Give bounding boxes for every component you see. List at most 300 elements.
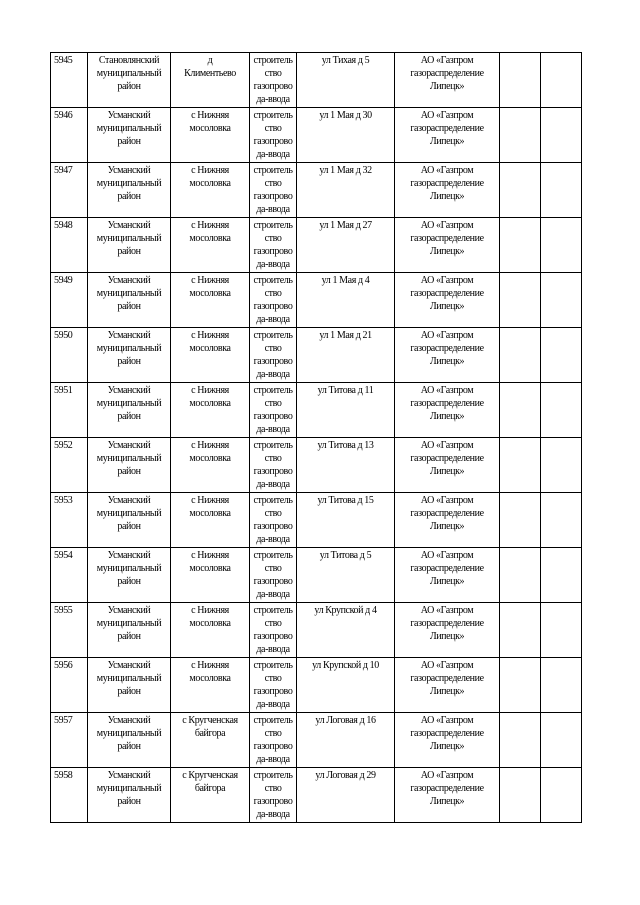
address-line: ул 1 Мая д 30 xyxy=(319,110,372,121)
organization-cell xyxy=(395,163,500,218)
row-number: 5946 xyxy=(51,108,88,163)
purpose-line: ство xyxy=(264,783,282,794)
address-line: ул Крупской д 10 xyxy=(312,660,379,671)
district-line: муниципальный xyxy=(96,343,162,354)
row-number: 5947 xyxy=(51,163,88,218)
settlement-line: мосоловка xyxy=(189,233,231,244)
settlement-line: с Нижняя xyxy=(191,110,229,121)
district-line: муниципальный xyxy=(96,68,162,79)
settlement-line: мосоловка xyxy=(189,508,231,519)
organization-cell xyxy=(395,603,500,658)
table-row xyxy=(51,493,582,548)
settlement-line: мосоловка xyxy=(189,618,231,629)
organization-line: АО «Газпром xyxy=(420,165,474,176)
district-line: Усманский xyxy=(107,220,151,231)
purpose-line: да-ввода xyxy=(256,94,290,105)
purpose-line: строитель xyxy=(253,715,293,726)
row-number: 5948 xyxy=(51,218,88,273)
organization-line: газораспределение xyxy=(410,288,484,299)
district-cell xyxy=(88,768,171,823)
address-cell xyxy=(297,548,395,603)
purpose-line: да-ввода xyxy=(256,369,290,380)
purpose-line: ство xyxy=(264,563,282,574)
district-line: район xyxy=(117,191,141,202)
table-row xyxy=(51,53,582,108)
table-row xyxy=(51,713,582,768)
settlement-line: с Нижняя xyxy=(191,275,229,286)
organization-line: Липецк» xyxy=(429,521,465,532)
settlement-line: д xyxy=(207,55,213,66)
organization-line: газораспределение xyxy=(410,673,484,684)
address-cell xyxy=(297,438,395,493)
district-line: район xyxy=(117,136,141,147)
table-row xyxy=(51,108,582,163)
organization-line: АО «Газпром xyxy=(420,770,474,781)
address-cell xyxy=(297,218,395,273)
table-row xyxy=(51,383,582,438)
district-line: Усманский xyxy=(107,605,151,616)
purpose-line: строитель xyxy=(253,770,293,781)
district-cell xyxy=(88,273,171,328)
organization-cell xyxy=(395,713,500,768)
purpose-line: да-ввода xyxy=(256,589,290,600)
organization-line: АО «Газпром xyxy=(420,715,474,726)
organization-line: Липецк» xyxy=(429,356,465,367)
row-number: 5957 xyxy=(51,713,88,768)
district-line: район xyxy=(117,576,141,587)
organization-line: АО «Газпром xyxy=(420,495,474,506)
settlement-cell xyxy=(171,163,250,218)
organization-line: АО «Газпром xyxy=(420,550,474,561)
district-cell xyxy=(88,548,171,603)
organization-line: АО «Газпром xyxy=(420,220,474,231)
district-line: Становлянский xyxy=(98,55,160,66)
purpose-cell xyxy=(250,273,297,328)
purpose-line: да-ввода xyxy=(256,204,290,215)
organization-line: газораспределение xyxy=(410,123,484,134)
organization-line: Липецк» xyxy=(429,191,465,202)
purpose-cell xyxy=(250,548,297,603)
district-line: Усманский xyxy=(107,440,151,451)
purpose-cell xyxy=(250,438,297,493)
settlement-line: Климентьево xyxy=(184,68,236,79)
row-number: 5958 xyxy=(51,768,88,823)
district-line: район xyxy=(117,686,141,697)
purpose-cell xyxy=(250,713,297,768)
purpose-line: ство xyxy=(264,728,282,739)
district-line: муниципальный xyxy=(96,728,162,739)
table-row xyxy=(51,328,582,383)
row-number: 5956 xyxy=(51,658,88,713)
empty-cell xyxy=(541,273,582,328)
purpose-line: газопрово xyxy=(253,301,293,312)
settlement-line: с Нижняя xyxy=(191,550,229,561)
empty-cell xyxy=(541,548,582,603)
district-line: Усманский xyxy=(107,715,151,726)
address-cell xyxy=(297,713,395,768)
gas-connection-table xyxy=(50,52,582,823)
address-cell xyxy=(297,768,395,823)
organization-cell xyxy=(395,493,500,548)
purpose-line: да-ввода xyxy=(256,259,290,270)
district-cell xyxy=(88,328,171,383)
purpose-line: строитель xyxy=(253,440,293,451)
settlement-line: с Кругченская xyxy=(182,770,238,781)
address-cell xyxy=(297,383,395,438)
purpose-line: да-ввода xyxy=(256,424,290,435)
empty-cell xyxy=(500,493,541,548)
purpose-cell xyxy=(250,163,297,218)
district-line: Усманский xyxy=(107,385,151,396)
empty-cell xyxy=(541,328,582,383)
purpose-line: строитель xyxy=(253,495,293,506)
settlement-cell xyxy=(171,438,250,493)
address-cell xyxy=(297,163,395,218)
district-cell xyxy=(88,53,171,108)
row-number: 5945 xyxy=(51,53,88,108)
organization-cell xyxy=(395,218,500,273)
district-line: Усманский xyxy=(107,660,151,671)
district-line: район xyxy=(117,81,141,92)
purpose-line: газопрово xyxy=(253,521,293,532)
district-cell xyxy=(88,218,171,273)
settlement-line: мосоловка xyxy=(189,123,231,134)
empty-cell xyxy=(500,768,541,823)
settlement-cell xyxy=(171,218,250,273)
table-row xyxy=(51,658,582,713)
purpose-cell xyxy=(250,493,297,548)
purpose-line: газопрово xyxy=(253,246,293,257)
purpose-line: да-ввода xyxy=(256,809,290,820)
organization-line: Липецк» xyxy=(429,796,465,807)
organization-line: Липецк» xyxy=(429,411,465,422)
organization-line: Липецк» xyxy=(429,631,465,642)
table-row xyxy=(51,548,582,603)
empty-cell xyxy=(541,108,582,163)
district-line: муниципальный xyxy=(96,563,162,574)
district-line: район xyxy=(117,631,141,642)
empty-cell xyxy=(500,383,541,438)
empty-cell xyxy=(541,53,582,108)
empty-cell xyxy=(500,548,541,603)
organization-line: газораспределение xyxy=(410,508,484,519)
empty-cell xyxy=(541,383,582,438)
row-number: 5950 xyxy=(51,328,88,383)
purpose-line: ство xyxy=(264,178,282,189)
purpose-line: да-ввода xyxy=(256,699,290,710)
organization-line: АО «Газпром xyxy=(420,660,474,671)
organization-line: газораспределение xyxy=(410,343,484,354)
purpose-line: строитель xyxy=(253,550,293,561)
address-line: ул Титова д 15 xyxy=(317,495,374,506)
purpose-line: строитель xyxy=(253,220,293,231)
district-line: район xyxy=(117,411,141,422)
settlement-line: с Нижняя xyxy=(191,330,229,341)
settlement-cell xyxy=(171,603,250,658)
district-line: муниципальный xyxy=(96,123,162,134)
row-number: 5954 xyxy=(51,548,88,603)
district-cell xyxy=(88,438,171,493)
district-cell xyxy=(88,603,171,658)
district-line: район xyxy=(117,741,141,752)
purpose-line: газопрово xyxy=(253,796,293,807)
empty-cell xyxy=(500,603,541,658)
organization-cell xyxy=(395,328,500,383)
table-row xyxy=(51,163,582,218)
settlement-line: с Нижняя xyxy=(191,495,229,506)
purpose-line: газопрово xyxy=(253,191,293,202)
organization-line: АО «Газпром xyxy=(420,275,474,286)
organization-line: газораспределение xyxy=(410,233,484,244)
settlement-line: мосоловка xyxy=(189,563,231,574)
purpose-line: строитель xyxy=(253,660,293,671)
settlement-cell xyxy=(171,713,250,768)
organization-line: Липецк» xyxy=(429,81,465,92)
table-row xyxy=(51,768,582,823)
address-line: ул Крупской д 4 xyxy=(314,605,377,616)
address-line: ул Логовая д 29 xyxy=(315,770,376,781)
address-line: ул 1 Мая д 27 xyxy=(319,220,372,231)
organization-cell xyxy=(395,438,500,493)
row-number: 5953 xyxy=(51,493,88,548)
district-line: район xyxy=(117,466,141,477)
purpose-line: да-ввода xyxy=(256,479,290,490)
empty-cell xyxy=(500,218,541,273)
empty-cell xyxy=(541,768,582,823)
purpose-line: да-ввода xyxy=(256,149,290,160)
purpose-line: газопрово xyxy=(253,466,293,477)
address-line: ул Логовая д 16 xyxy=(315,715,376,726)
settlement-line: байгора xyxy=(194,783,226,794)
empty-cell xyxy=(500,273,541,328)
row-number: 5952 xyxy=(51,438,88,493)
settlement-line: мосоловка xyxy=(189,453,231,464)
purpose-line: строитель xyxy=(253,110,293,121)
district-line: муниципальный xyxy=(96,618,162,629)
organization-line: газораспределение xyxy=(410,453,484,464)
empty-cell xyxy=(541,438,582,493)
settlement-line: мосоловка xyxy=(189,343,231,354)
district-cell xyxy=(88,713,171,768)
table-row xyxy=(51,218,582,273)
address-cell xyxy=(297,658,395,713)
district-line: муниципальный xyxy=(96,288,162,299)
empty-cell xyxy=(500,658,541,713)
row-number: 5955 xyxy=(51,603,88,658)
district-line: Усманский xyxy=(107,165,151,176)
purpose-line: ство xyxy=(264,398,282,409)
purpose-line: газопрово xyxy=(253,686,293,697)
settlement-cell xyxy=(171,108,250,163)
organization-line: Липецк» xyxy=(429,741,465,752)
organization-line: Липецк» xyxy=(429,576,465,587)
purpose-line: да-ввода xyxy=(256,644,290,655)
settlement-cell xyxy=(171,53,250,108)
district-cell xyxy=(88,658,171,713)
purpose-cell xyxy=(250,383,297,438)
district-line: район xyxy=(117,796,141,807)
purpose-line: строитель xyxy=(253,330,293,341)
organization-cell xyxy=(395,548,500,603)
purpose-line: строитель xyxy=(253,275,293,286)
organization-line: Липецк» xyxy=(429,246,465,257)
settlement-line: с Нижняя xyxy=(191,165,229,176)
empty-cell xyxy=(500,53,541,108)
address-line: ул 1 Мая д 32 xyxy=(319,165,372,176)
settlement-cell xyxy=(171,768,250,823)
purpose-cell xyxy=(250,108,297,163)
settlement-cell xyxy=(171,383,250,438)
district-line: район xyxy=(117,301,141,312)
purpose-cell xyxy=(250,53,297,108)
address-cell xyxy=(297,108,395,163)
district-line: муниципальный xyxy=(96,783,162,794)
organization-line: Липецк» xyxy=(429,466,465,477)
settlement-cell xyxy=(171,493,250,548)
purpose-line: строитель xyxy=(253,55,293,66)
organization-line: АО «Газпром xyxy=(420,330,474,341)
purpose-line: ство xyxy=(264,123,282,134)
district-line: район xyxy=(117,521,141,532)
address-line: ул Титова д 5 xyxy=(319,550,372,561)
address-line: ул 1 Мая д 21 xyxy=(319,330,372,341)
district-line: район xyxy=(117,246,141,257)
district-line: район xyxy=(117,356,141,367)
table-row xyxy=(51,438,582,493)
purpose-line: газопрово xyxy=(253,631,293,642)
settlement-line: с Нижняя xyxy=(191,440,229,451)
empty-cell xyxy=(541,218,582,273)
empty-cell xyxy=(541,658,582,713)
purpose-line: ство xyxy=(264,288,282,299)
settlement-line: с Кругченская xyxy=(182,715,238,726)
settlement-line: с Нижняя xyxy=(191,605,229,616)
district-line: муниципальный xyxy=(96,398,162,409)
district-line: Усманский xyxy=(107,330,151,341)
purpose-line: ство xyxy=(264,618,282,629)
settlement-cell xyxy=(171,658,250,713)
organization-line: АО «Газпром xyxy=(420,440,474,451)
purpose-line: газопрово xyxy=(253,411,293,422)
organization-line: АО «Газпром xyxy=(420,605,474,616)
purpose-line: газопрово xyxy=(253,576,293,587)
district-line: муниципальный xyxy=(96,178,162,189)
district-line: муниципальный xyxy=(96,508,162,519)
organization-cell xyxy=(395,658,500,713)
organization-cell xyxy=(395,108,500,163)
organization-line: газораспределение xyxy=(410,563,484,574)
organization-line: газораспределение xyxy=(410,398,484,409)
empty-cell xyxy=(500,163,541,218)
purpose-cell xyxy=(250,603,297,658)
organization-line: Липецк» xyxy=(429,136,465,147)
empty-cell xyxy=(500,108,541,163)
organization-line: газораспределение xyxy=(410,728,484,739)
empty-cell xyxy=(541,603,582,658)
purpose-line: да-ввода xyxy=(256,314,290,325)
settlement-cell xyxy=(171,548,250,603)
settlement-cell xyxy=(171,328,250,383)
settlement-line: с Нижняя xyxy=(191,660,229,671)
empty-cell xyxy=(500,713,541,768)
purpose-line: да-ввода xyxy=(256,754,290,765)
purpose-cell xyxy=(250,328,297,383)
purpose-line: строитель xyxy=(253,605,293,616)
district-line: Усманский xyxy=(107,275,151,286)
address-line: ул Титова д 11 xyxy=(317,385,374,396)
purpose-cell xyxy=(250,658,297,713)
purpose-line: ство xyxy=(264,343,282,354)
organization-line: газораспределение xyxy=(410,68,484,79)
district-line: Усманский xyxy=(107,110,151,121)
purpose-cell xyxy=(250,218,297,273)
organization-line: газораспределение xyxy=(410,618,484,629)
district-line: Усманский xyxy=(107,550,151,561)
organization-line: газораспределение xyxy=(410,178,484,189)
table-body xyxy=(51,53,582,823)
address-cell xyxy=(297,603,395,658)
organization-line: АО «Газпром xyxy=(420,110,474,121)
purpose-line: строитель xyxy=(253,385,293,396)
purpose-line: ство xyxy=(264,673,282,684)
organization-line: газораспределение xyxy=(410,783,484,794)
settlement-cell xyxy=(171,273,250,328)
settlement-line: мосоловка xyxy=(189,178,231,189)
purpose-line: ство xyxy=(264,453,282,464)
district-cell xyxy=(88,163,171,218)
settlement-line: мосоловка xyxy=(189,673,231,684)
table-row xyxy=(51,273,582,328)
address-line: ул Титова д 13 xyxy=(317,440,374,451)
purpose-line: ство xyxy=(264,68,282,79)
purpose-cell xyxy=(250,768,297,823)
organization-cell xyxy=(395,383,500,438)
purpose-line: да-ввода xyxy=(256,534,290,545)
organization-cell xyxy=(395,53,500,108)
district-cell xyxy=(88,383,171,438)
purpose-line: строитель xyxy=(253,165,293,176)
organization-line: АО «Газпром xyxy=(420,55,474,66)
district-line: Усманский xyxy=(107,770,151,781)
organization-line: Липецк» xyxy=(429,301,465,312)
organization-line: Липецк» xyxy=(429,686,465,697)
address-line: ул Тихая д 5 xyxy=(321,55,370,66)
district-line: муниципальный xyxy=(96,453,162,464)
purpose-line: газопрово xyxy=(253,136,293,147)
purpose-line: ство xyxy=(264,233,282,244)
district-cell xyxy=(88,493,171,548)
address-cell xyxy=(297,328,395,383)
district-line: муниципальный xyxy=(96,673,162,684)
address-cell xyxy=(297,273,395,328)
district-line: муниципальный xyxy=(96,233,162,244)
row-number: 5951 xyxy=(51,383,88,438)
empty-cell xyxy=(541,163,582,218)
empty-cell xyxy=(541,493,582,548)
purpose-line: газопрово xyxy=(253,741,293,752)
address-line: ул 1 Мая д 4 xyxy=(321,275,370,286)
settlement-line: мосоловка xyxy=(189,398,231,409)
settlement-line: с Нижняя xyxy=(191,385,229,396)
district-line: Усманский xyxy=(107,495,151,506)
purpose-line: ство xyxy=(264,508,282,519)
address-cell xyxy=(297,53,395,108)
settlement-line: байгора xyxy=(194,728,226,739)
settlement-line: с Нижняя xyxy=(191,220,229,231)
address-cell xyxy=(297,493,395,548)
empty-cell xyxy=(500,438,541,493)
empty-cell xyxy=(541,713,582,768)
